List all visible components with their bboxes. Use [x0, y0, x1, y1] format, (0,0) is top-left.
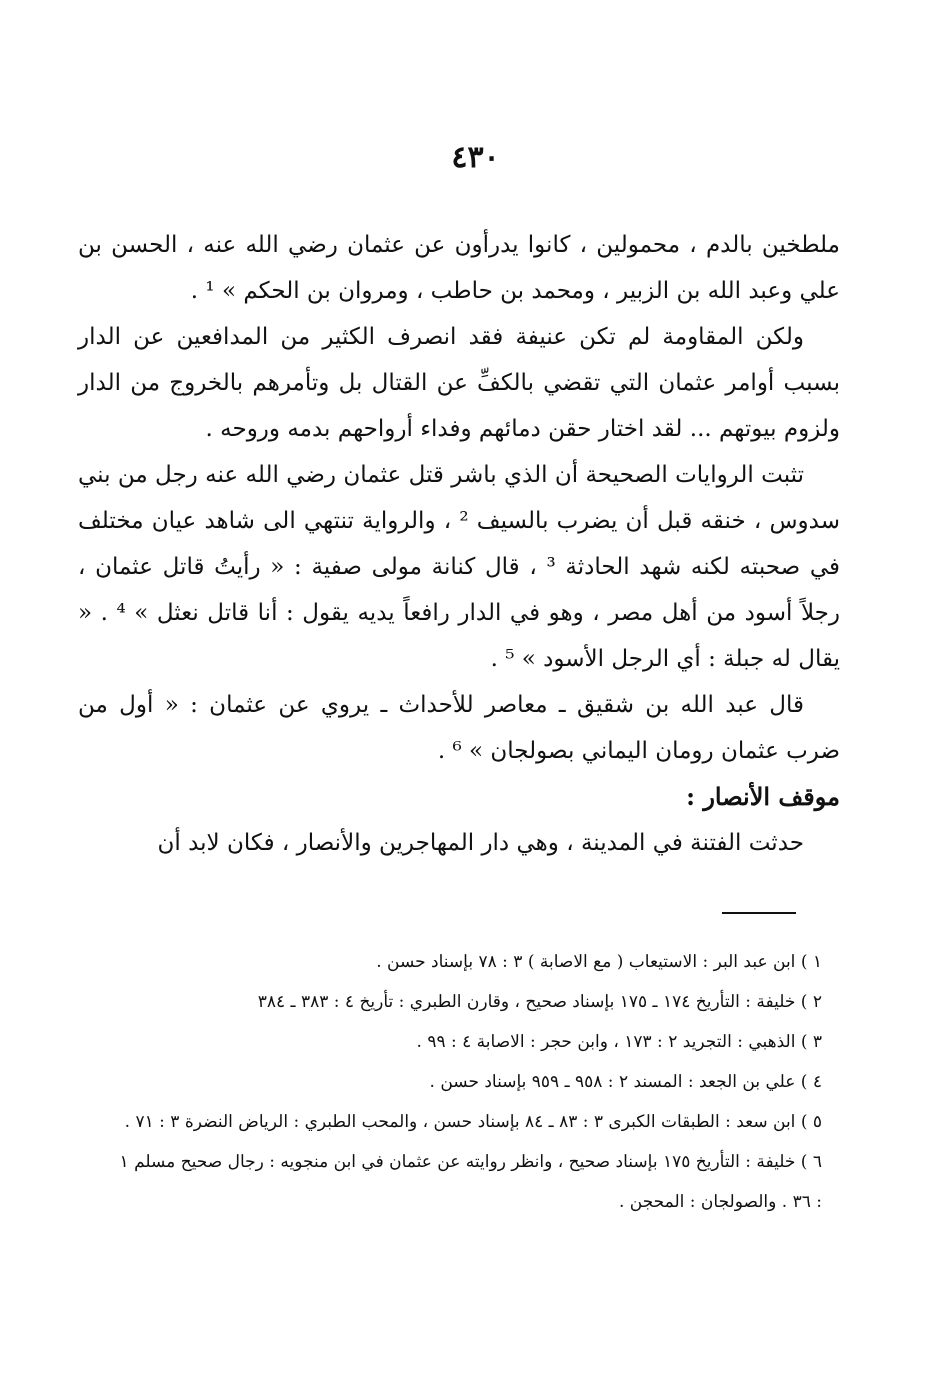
main-text	[78, 222, 840, 866]
footnotes	[110, 942, 822, 1222]
footnote-2: ٢ ) خليفة : التأريخ ١٧٤ ـ ١٧٥ بإسناد صحيح ، وقارن الطبري : تأريخ ٤ : ٣٨٣ ـ ٣٨٤	[257, 992, 822, 1012]
paragraph-killer: تثبت الروايات الصحيحة أن الذي باشر قتل عثمان رضي الله عنه رجل من بني سدوس ، خنقه قبل أن يضرب بالسيف ² ، والرواية تنتهي الى شاهد عيان مختلف في صحبته لكنه شهد الحادثة ³ ، قال كنانة مولى صفية : « رأيتُ قاتل عثمان ، رجلاً أسود من أهل مصر ، وهو في الدار رافعاً يديه يقول : أنا قاتل نعثل » ⁴ . « يقال له جبلة : أي الرجل الأسود » ⁵ .	[78, 462, 840, 672]
footnote-4: ٤ ) علي بن الجعد : المسند ٢ : ٩٥٨ ـ ٩٥٩ بإسناد حسن .	[429, 1072, 822, 1092]
footnote-1: ١ ) ابن عبد البر : الاستيعاب ( مع الاصابة ) ٣ : ٧٨ بإسناد حسن .	[376, 952, 822, 972]
page-number: ٤٣٠	[451, 140, 500, 175]
paragraph-fitna: حدثت الفتنة في المدينة ، وهي دار المهاجرين والأنصار ، فكان لابد أن	[157, 830, 804, 856]
footnote-5: ٥ ) ابن سعد : الطبقات الكبرى ٣ : ٨٣ ـ ٨٤ بإسناد حسن ، والمحب الطبري : الرياض النضرة ٣ : ٧١ .	[124, 1112, 822, 1132]
paragraph-resistance: ولكن المقاومة لم تكن عنيفة فقد انصرف الكثير من المدافعين عن الدار بسبب أوامر عثمان التي تقضي بالكفِّ عن القتال بل وتأمرهم بالخروج من الدار ولزوم بيوتهم ... لقد اختار حقن دمائهم وفداء أرواحهم بدمه وروحه .	[78, 324, 840, 442]
paragraph-shaqiq: قال عبد الله بن شقيق ـ معاصر للأحداث ـ يروي عن عثمان : « أول من ضرب عثمان رومان اليماني بصولجان » ⁶ .	[78, 692, 840, 764]
paragraph-continuation: ملطخين بالدم ، محمولين ، كانوا يدرأون عن عثمان رضي الله عنه ، الحسن بن علي وعبد الله بن الزبير ، ومحمد بن حاطب ، ومروان بن الحكم » ¹ .	[78, 232, 840, 304]
footnote-divider	[722, 912, 796, 914]
footnote-3: ٣ ) الذهبي : التجريد ٢ : ١٧٣ ، وابن حجر : الاصابة ٤ : ٩٩ .	[416, 1032, 822, 1052]
footnote-6: ٦ ) خليفة : التأريخ ١٧٥ بإسناد صحيح ، وانظر روايته عن عثمان في ابن منجويه : رجال صحيح مسلم ١ : ٣٦ . والصولجان : المحجن .	[119, 1152, 822, 1212]
section-heading: موقف الأنصار :	[686, 782, 840, 811]
